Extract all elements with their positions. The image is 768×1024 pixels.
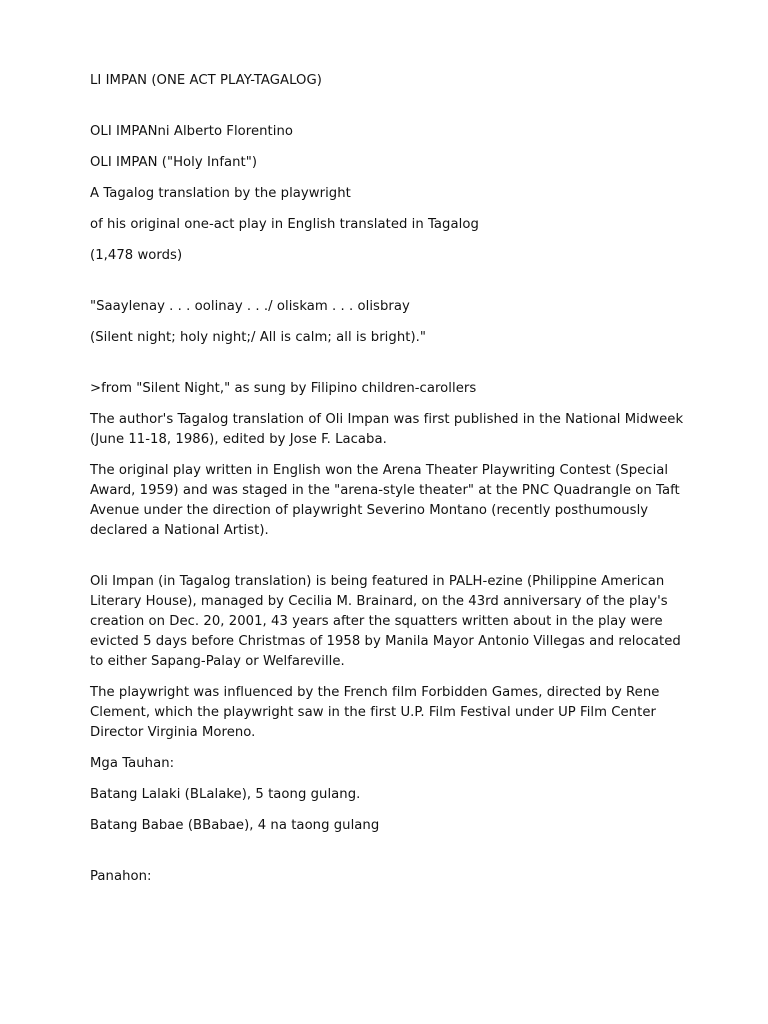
carol-source: >from "Silent Night," as sung by Filipino children-carollers	[90, 381, 477, 396]
paragraph-influence: The playwright was influenced by the French film Forbidden Games, directed by Rene Clement, which the playwright saw in the first U.P. Film Festival under UP Film Center Director Virginia Moreno.	[90, 685, 660, 740]
characters-heading: Mga Tauhan:	[90, 756, 175, 771]
subtitle: OLI IMPAN ("Holy Infant")	[90, 155, 258, 170]
spacer	[90, 552, 690, 572]
paragraph-feature: Oli Impan (in Tagalog translation) is being featured in PALH-ezine (Philippine American Literary House), managed by Cecilia M. Brainard, on the 43rd anniversary of the play's creation on Dec. 20, 2001, 43 years after the squatters written about in the play were evicted 5 days before Christmas of 1958 by Manila Mayor Antonio Villegas and relocated to either Sapang-Palay or Welfareville.	[90, 574, 681, 669]
translation-note-2: of his original one-act play in English translated in Tagalog	[90, 217, 479, 232]
paragraph-original-play: The original play written in English won the Arena Theater Playwriting Contest (Special Award, 1959) and was staged in the "arena-style theater" at the PNC Quadrangle on Taft Avenue under the direction of playwright Severino Montano (recently posthumously declared a National Artist).	[90, 463, 680, 538]
character-1: Batang Lalaki (BLalake), 5 taong gulang.	[90, 787, 361, 802]
time-heading: Panahon:	[90, 869, 152, 884]
byline: OLI IMPANni Alberto Florentino	[90, 124, 293, 139]
spacer	[90, 359, 690, 379]
spacer	[90, 102, 690, 122]
document-title: LI IMPAN (ONE ACT PLAY-TAGALOG)	[90, 73, 322, 88]
paragraph-publication: The author's Tagalog translation of Oli Impan was first published in the National Midweek (June 11-18, 1986), edited by Jose F. Lacaba.	[90, 412, 684, 447]
spacer	[90, 277, 690, 297]
document-body	[90, 71, 690, 898]
carol-line-1: "Saaylenay . . . oolinay . . ./ oliskam . . . olisbray	[90, 299, 410, 314]
carol-line-2: (Silent night; holy night;/ All is calm; all is bright)."	[90, 330, 427, 345]
character-2: Batang Babae (BBabae), 4 na taong gulang	[90, 818, 380, 833]
word-count: (1,478 words)	[90, 248, 183, 263]
spacer	[90, 847, 690, 867]
translation-note-1: A Tagalog translation by the playwright	[90, 186, 351, 201]
